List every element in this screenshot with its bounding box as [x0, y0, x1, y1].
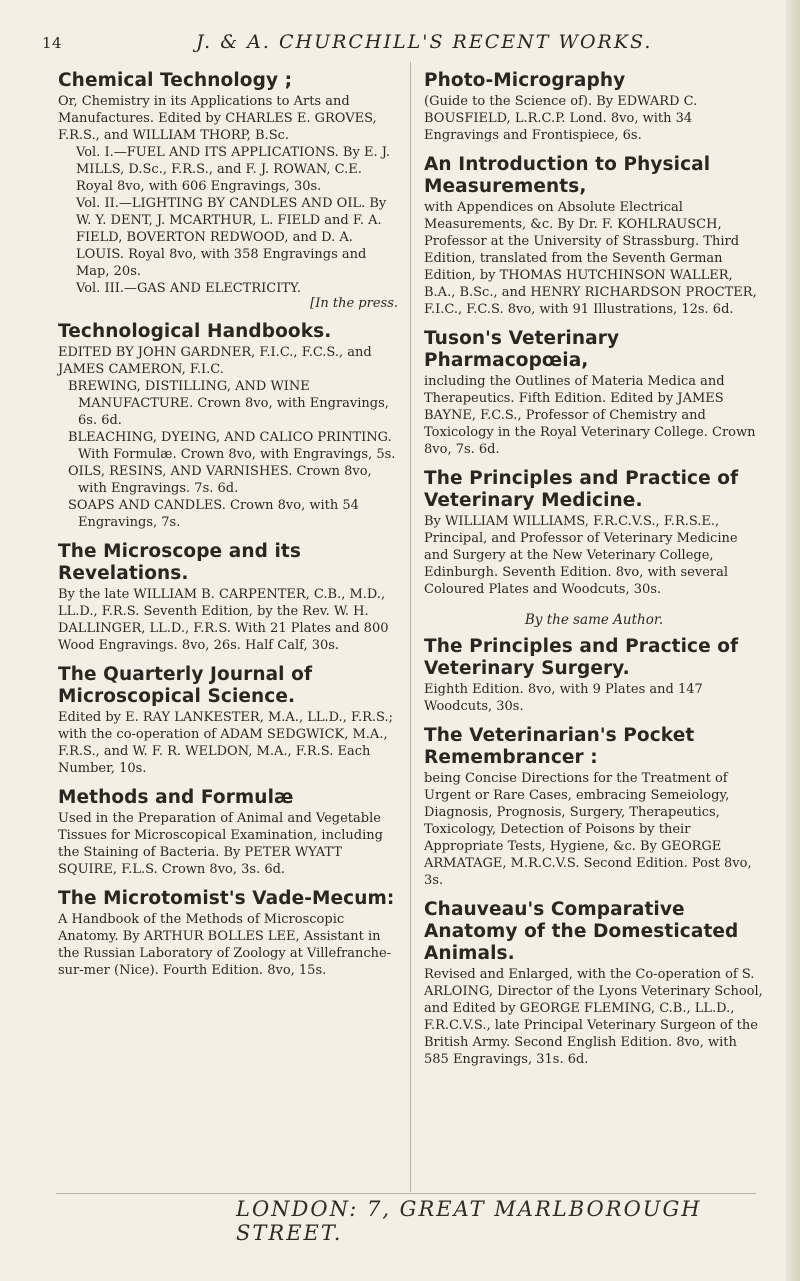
entry-title: An Introduction to Physical Measurements, [424, 154, 711, 197]
entry-description: A Handbook of the Methods of Microscopic Anatomy. By ARTHUR BOLLES LEE, Assistant in the Russian Laboratory of Zoology at Villefranche-sur-mer (Nice). Fourth Edition. 8vo, 15s. [58, 912, 392, 978]
entry-comparative-anatomy [424, 899, 764, 1068]
entry-veterinary-medicine [424, 468, 764, 598]
left-column [58, 70, 398, 989]
entry-description: with Appendices on Absolute Electrical Measurements, &c. By Dr. F. KOHLRAUSCH, Professor at the University of Strassburg. Third Edition, translated from the Seventh German Edition, by THOMAS HUTCHINSON WALLER, B.A., B.Sc., and HENRY RICHARDSON PROCTER, F.I.C., F.C.S. 8vo, with 91 Illustrations, 12s. 6d. [424, 200, 757, 317]
footer-rule [56, 1193, 756, 1194]
entry-title: The Principles and Practice of Veterinary Surgery. [424, 636, 739, 679]
volume-1: Vol. I.—FUEL AND ITS APPLICATIONS. By E. J. MILLS, D.Sc., F.R.S., and F. J. ROWAN, C.E. Royal 8vo, with 606 Engravings, 30s. [76, 145, 391, 194]
entry-title: Methods and Formulæ [58, 787, 294, 808]
entry-title: The Microtomist's Vade-Mecum: [58, 888, 395, 909]
entry-title: The Principles and Practice of Veterinary Medicine. [424, 468, 739, 511]
entry-title: Technological Handbooks. [58, 321, 332, 342]
entry-description: Eighth Edition. 8vo, with 9 Plates and 147 Woodcuts, 30s. [424, 682, 703, 714]
entry-technological-handbooks [58, 321, 398, 531]
running-head: J. & A. CHURCHILL'S RECENT WORKS. [196, 31, 653, 53]
entry-veterinary-surgery [424, 636, 764, 715]
entry-title: Chemical Technology ; [58, 70, 293, 91]
handbook-item: SOAPS AND CANDLES. Crown 8vo, with 54 Engravings, 7s. [68, 498, 359, 530]
handbook-item: OILS, RESINS, AND VARNISHES. Crown 8vo, with Engravings. 7s. 6d. [68, 464, 372, 496]
volume-3: Vol. III.—GAS AND ELECTRICITY. [76, 281, 302, 296]
publisher-address: LONDON: 7, GREAT MARLBOROUGH STREET. [236, 1197, 702, 1245]
entry-description: Edited by E. RAY LANKESTER, M.A., LL.D., F.R.S.; with the co-operation of ADAM SEDGWICK, M.A., F.R.S., and W. F. R. WELDON, M.A., F.R.S. Each Number, 10s. [58, 710, 393, 776]
entry-title: The Quarterly Journal of Microscopical Science. [58, 664, 313, 707]
right-column [424, 70, 764, 1078]
entry-quarterly-journal [58, 664, 398, 777]
entry-description: Or, Chemistry in its Applications to Arts and Manufactures. Edited by CHARLES E. GROVES, F.R.S., and WILLIAM THORP, B.Sc. [58, 94, 377, 143]
page-edge [786, 0, 800, 1281]
volume-2: Vol. II.—LIGHTING BY CANDLES AND OIL. By W. Y. DENT, J. MCARTHUR, L. FIELD and F. A. FIELD, BOVERTON REDWOOD, and D. A. LOUIS. Royal 8vo, with 358 Engravings and Map, 20s. [76, 196, 387, 279]
entry-description: Used in the Preparation of Animal and Vegetable Tissues for Microscopical Examination, including the Staining of Bacteria. By PETER WYATT SQUIRE, F.L.S. Crown 8vo, 3s. 6d. [58, 811, 383, 877]
entry-title: The Microscope and its Revelations. [58, 541, 301, 584]
entry-microscope [58, 541, 398, 654]
entry-veterinary-pharmacopoeia [424, 328, 764, 458]
entry-title: Photo-Micrography [424, 70, 626, 91]
entry-chemical-technology [58, 70, 398, 311]
entry-description: being Concise Directions for the Treatment of Urgent or Rare Cases, embracing Semeiology, Diagnosis, Prognosis, Surgery, Therapeutics, Toxicology, Detection of Poisons by their Appropriate Tests, Hygiene, &c. By GEORGE ARMATAGE, M.R.C.V.S. Second Edition. Post 8vo, 3s. [424, 771, 752, 888]
press-note: [In the press. [310, 296, 398, 311]
entry-description: By WILLIAM WILLIAMS, F.R.C.V.S., F.R.S.E., Principal, and Professor of Veterinary Medicine and Surgery at the New Veterinary College, Edinburgh. Seventh Edition. 8vo, with several Coloured Plates and Woodcuts, 30s. [424, 514, 738, 597]
entry-physical-measurements [424, 154, 764, 318]
entry-photo-micrography [424, 70, 764, 144]
entry-description: (Guide to the Science of). By EDWARD C. BOUSFIELD, L.R.C.P. Lond. 8vo, with 34 Engravings and Frontispiece, 6s. [424, 94, 698, 143]
entry-title: Chauveau's Comparative Anatomy of the Domesticated Animals. [424, 899, 739, 964]
entry-methods-formulae [58, 787, 398, 878]
column-divider [410, 62, 411, 1192]
same-author-byline: By the same Author. [524, 612, 664, 628]
handbook-item: BLEACHING, DYEING, AND CALICO PRINTING. With Formulæ. Crown 8vo, with Engravings, 5s. [68, 430, 396, 462]
entry-description: EDITED BY JOHN GARDNER, F.I.C., F.C.S., and JAMES CAMERON, F.I.C. [58, 345, 372, 377]
entry-microtomist [58, 888, 398, 979]
entry-title: The Veterinarian's Pocket Remembrancer : [424, 725, 695, 768]
entry-title: Tuson's Veterinary Pharmacopœia, [424, 328, 620, 371]
entry-description: By the late WILLIAM B. CARPENTER, C.B., M.D., LL.D., F.R.S. Seventh Edition, by the Rev. W. H. DALLINGER, LL.D., F.R.S. With 21 Plates and 800 Wood Engravings. 8vo, 26s. Half Calf, 30s. [58, 587, 389, 653]
handbook-item: BREWING, DISTILLING, AND WINE MANUFACTURE. Crown 8vo, with Engravings, 6s. 6d. [68, 379, 389, 428]
entry-description: Revised and Enlarged, with the Co-operation of S. ARLOING, Director of the Lyons Veterinary School, and Edited by GEORGE FLEMING, C.B., LL.D., F.R.C.V.S., late Principal Veterinary Surgeon of the British Army. Second English Edition. 8vo, with 585 Engravings, 31s. 6d. [424, 967, 763, 1067]
entry-description: including the Outlines of Materia Medica and Therapeutics. Fifth Edition. Edited by JAMES BAYNE, F.C.S., Professor of Chemistry and Toxicology in the Royal Veterinary College. Crown 8vo, 7s. 6d. [424, 374, 756, 457]
page-number: 14 [42, 34, 63, 52]
entry-pocket-remembrancer [424, 725, 764, 889]
